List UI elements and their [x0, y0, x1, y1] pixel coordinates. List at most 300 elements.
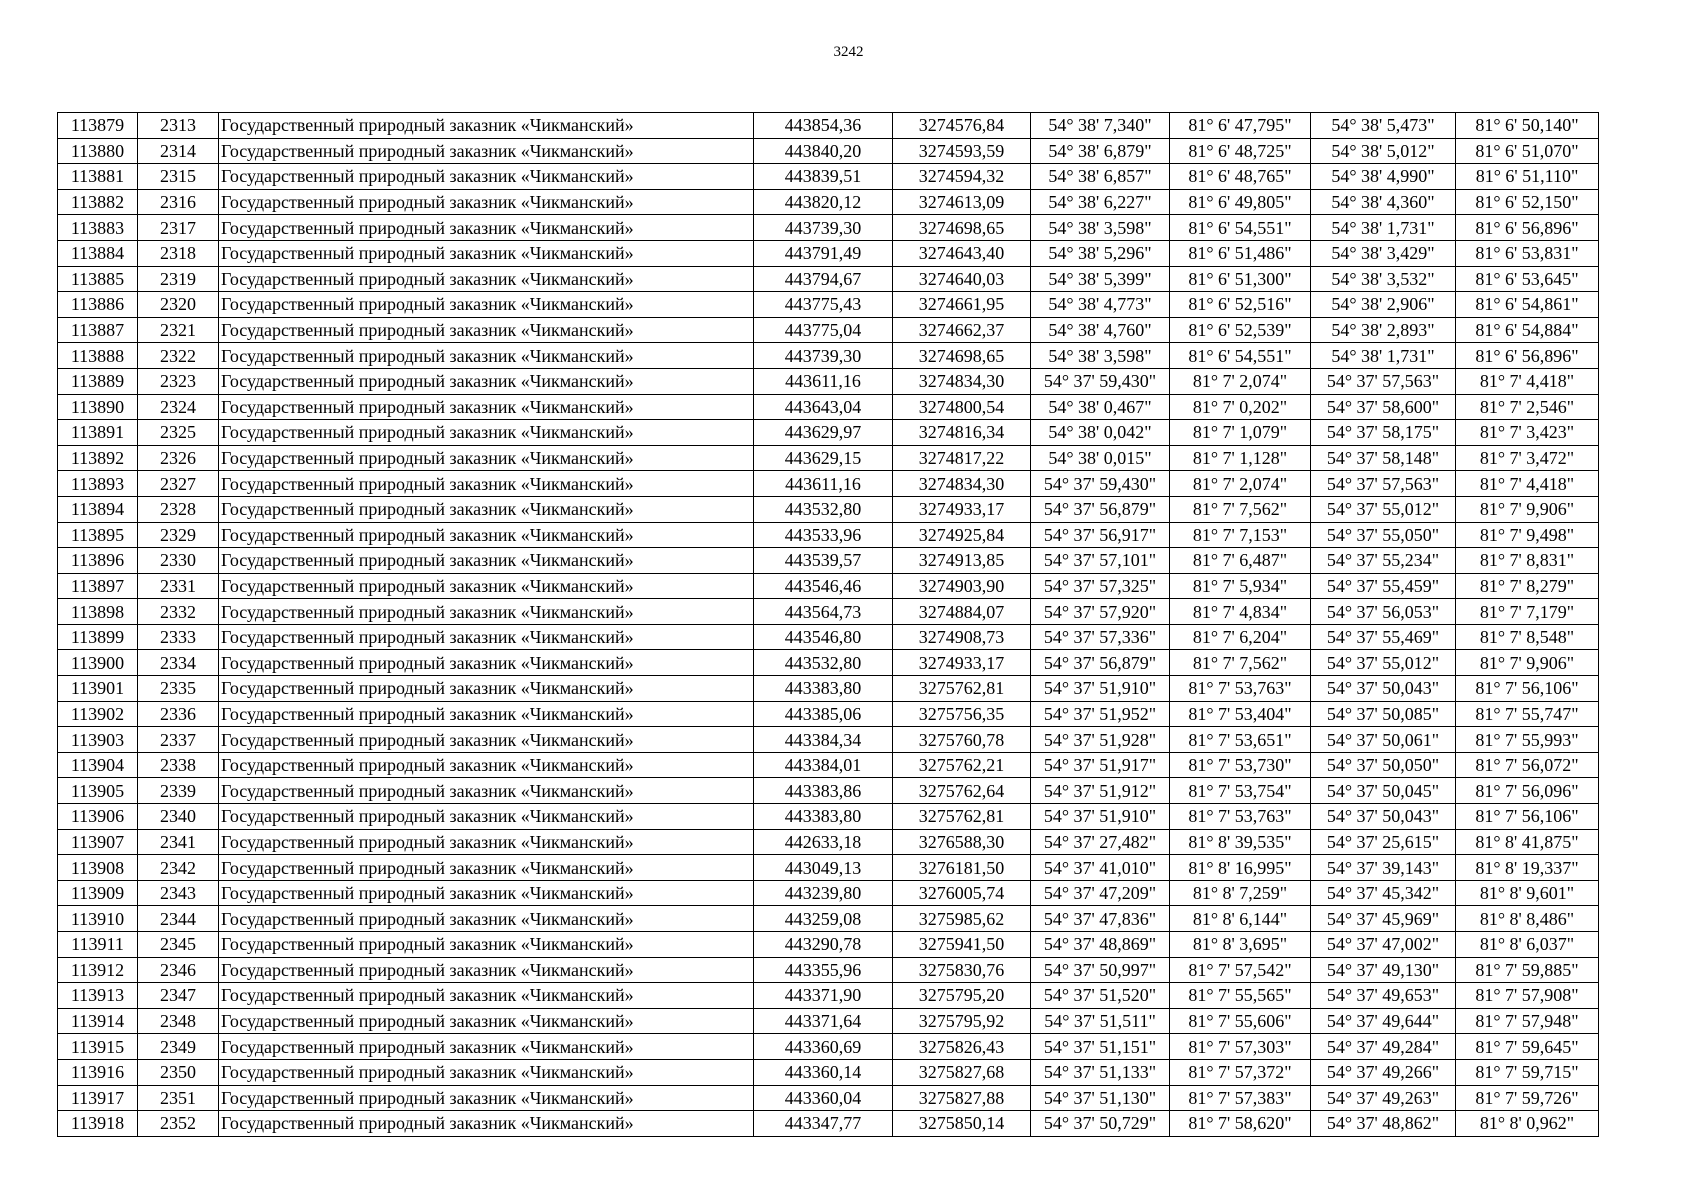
cell-point-number: 2343	[138, 880, 219, 906]
cell-zone-name: Государственный природный заказник «Чикманский»	[219, 650, 754, 676]
cell-coord-y: 3275795,92	[893, 1008, 1031, 1034]
cell-coord-x: 443049,13	[754, 855, 893, 881]
cell-coord-x: 443239,80	[754, 880, 893, 906]
cell-point-number: 2339	[138, 778, 219, 804]
cell-latitude-b: 54° 37' 57,563"	[1311, 368, 1456, 394]
cell-longitude-b: 81° 7' 8,831"	[1456, 548, 1599, 574]
cell-coord-y: 3275760,78	[893, 727, 1031, 753]
cell-coord-x: 443384,34	[754, 727, 893, 753]
table-row	[58, 317, 1599, 343]
cell-latitude-b: 54° 37' 49,263"	[1311, 1085, 1456, 1111]
cell-zone-name: Государственный природный заказник «Чикманский»	[219, 138, 754, 164]
cell-coord-y: 3275827,68	[893, 1059, 1031, 1085]
cell-coord-x: 443791,49	[754, 240, 893, 266]
cell-latitude-b: 54° 37' 50,043"	[1311, 804, 1456, 830]
cell-point-number: 2329	[138, 522, 219, 548]
cell-latitude-b: 54° 38' 3,429"	[1311, 240, 1456, 266]
cell-latitude-a: 54° 38' 6,227"	[1031, 189, 1170, 215]
cell-row-id: 113880	[58, 138, 138, 164]
cell-longitude-b: 81° 7' 8,548"	[1456, 624, 1599, 650]
cell-coord-y: 3275795,20	[893, 983, 1031, 1009]
table-row	[58, 599, 1599, 625]
cell-point-number: 2333	[138, 624, 219, 650]
cell-row-id: 113915	[58, 1034, 138, 1060]
cell-coord-y: 3275827,88	[893, 1085, 1031, 1111]
cell-longitude-a: 81° 7' 53,754"	[1170, 778, 1311, 804]
cell-coord-y: 3275762,64	[893, 778, 1031, 804]
cell-row-id: 113888	[58, 343, 138, 369]
table-row	[58, 138, 1599, 164]
cell-row-id: 113892	[58, 445, 138, 471]
cell-longitude-a: 81° 7' 53,763"	[1170, 676, 1311, 702]
cell-latitude-a: 54° 37' 51,511"	[1031, 1008, 1170, 1034]
cell-point-number: 2335	[138, 676, 219, 702]
cell-coord-x: 443259,08	[754, 906, 893, 932]
cell-longitude-b: 81° 6' 52,150"	[1456, 189, 1599, 215]
cell-coord-x: 443840,20	[754, 138, 893, 164]
cell-longitude-b: 81° 7' 56,096"	[1456, 778, 1599, 804]
cell-coord-y: 3275826,43	[893, 1034, 1031, 1060]
cell-coord-y: 3274613,09	[893, 189, 1031, 215]
cell-longitude-b: 81° 6' 56,896"	[1456, 215, 1599, 241]
cell-longitude-a: 81° 8' 3,695"	[1170, 932, 1311, 958]
cell-longitude-a: 81° 7' 2,074"	[1170, 368, 1311, 394]
cell-latitude-b: 54° 37' 57,563"	[1311, 471, 1456, 497]
cell-longitude-a: 81° 7' 2,074"	[1170, 471, 1311, 497]
cell-coord-x: 443360,69	[754, 1034, 893, 1060]
table-row	[58, 368, 1599, 394]
cell-latitude-a: 54° 38' 0,015"	[1031, 445, 1170, 471]
cell-row-id: 113895	[58, 522, 138, 548]
cell-point-number: 2316	[138, 189, 219, 215]
cell-point-number: 2330	[138, 548, 219, 574]
cell-latitude-a: 54° 38' 4,773"	[1031, 292, 1170, 318]
cell-zone-name: Государственный природный заказник «Чикманский»	[219, 727, 754, 753]
cell-latitude-b: 54° 38' 4,360"	[1311, 189, 1456, 215]
cell-coord-x: 443546,80	[754, 624, 893, 650]
cell-longitude-b: 81° 7' 59,715"	[1456, 1059, 1599, 1085]
cell-longitude-b: 81° 8' 8,486"	[1456, 906, 1599, 932]
cell-row-id: 113894	[58, 496, 138, 522]
cell-zone-name: Государственный природный заказник «Чикманский»	[219, 1034, 754, 1060]
table-row	[58, 292, 1599, 318]
cell-latitude-b: 54° 38' 2,893"	[1311, 317, 1456, 343]
cell-row-id: 113916	[58, 1059, 138, 1085]
table-row	[58, 855, 1599, 881]
cell-coord-x: 443539,57	[754, 548, 893, 574]
table-row	[58, 804, 1599, 830]
table-row	[58, 880, 1599, 906]
cell-longitude-b: 81° 7' 4,418"	[1456, 471, 1599, 497]
cell-zone-name: Государственный природный заказник «Чикманский»	[219, 1085, 754, 1111]
cell-longitude-b: 81° 7' 4,418"	[1456, 368, 1599, 394]
cell-longitude-a: 81° 7' 53,404"	[1170, 701, 1311, 727]
cell-point-number: 2337	[138, 727, 219, 753]
cell-zone-name: Государственный природный заказник «Чикманский»	[219, 599, 754, 625]
cell-latitude-a: 54° 38' 4,760"	[1031, 317, 1170, 343]
table-row	[58, 343, 1599, 369]
cell-row-id: 113897	[58, 573, 138, 599]
cell-latitude-b: 54° 38' 3,532"	[1311, 266, 1456, 292]
cell-latitude-a: 54° 37' 51,520"	[1031, 983, 1170, 1009]
cell-longitude-a: 81° 8' 6,144"	[1170, 906, 1311, 932]
cell-longitude-a: 81° 7' 55,565"	[1170, 983, 1311, 1009]
cell-row-id: 113911	[58, 932, 138, 958]
cell-latitude-b: 54° 37' 50,045"	[1311, 778, 1456, 804]
table-row	[58, 932, 1599, 958]
cell-coord-x: 443532,80	[754, 650, 893, 676]
cell-coord-x: 443371,90	[754, 983, 893, 1009]
cell-latitude-b: 54° 37' 55,012"	[1311, 650, 1456, 676]
cell-coord-x: 443611,16	[754, 368, 893, 394]
cell-coord-y: 3275941,50	[893, 932, 1031, 958]
cell-row-id: 113885	[58, 266, 138, 292]
cell-latitude-b: 54° 38' 1,731"	[1311, 215, 1456, 241]
cell-latitude-b: 54° 37' 56,053"	[1311, 599, 1456, 625]
cell-latitude-a: 54° 37' 56,879"	[1031, 496, 1170, 522]
cell-longitude-a: 81° 7' 57,383"	[1170, 1085, 1311, 1111]
cell-latitude-a: 54° 38' 6,857"	[1031, 164, 1170, 190]
cell-coord-x: 443643,04	[754, 394, 893, 420]
cell-longitude-b: 81° 7' 55,993"	[1456, 727, 1599, 753]
cell-latitude-b: 54° 37' 49,644"	[1311, 1008, 1456, 1034]
cell-point-number: 2345	[138, 932, 219, 958]
cell-coord-y: 3274698,65	[893, 215, 1031, 241]
table-row	[58, 1034, 1599, 1060]
cell-latitude-a: 54° 37' 57,101"	[1031, 548, 1170, 574]
cell-row-id: 113881	[58, 164, 138, 190]
cell-latitude-a: 54° 37' 51,133"	[1031, 1059, 1170, 1085]
cell-longitude-a: 81° 7' 53,651"	[1170, 727, 1311, 753]
cell-latitude-a: 54° 37' 51,912"	[1031, 778, 1170, 804]
cell-zone-name: Государственный природный заказник «Чикманский»	[219, 420, 754, 446]
cell-zone-name: Государственный природный заказник «Чикманский»	[219, 215, 754, 241]
cell-longitude-b: 81° 6' 54,884"	[1456, 317, 1599, 343]
cell-longitude-a: 81° 8' 7,259"	[1170, 880, 1311, 906]
cell-longitude-b: 81° 7' 9,498"	[1456, 522, 1599, 548]
cell-zone-name: Государственный природный заказник «Чикманский»	[219, 317, 754, 343]
table-row	[58, 1059, 1599, 1085]
cell-coord-x: 443383,80	[754, 804, 893, 830]
cell-coord-x: 443533,96	[754, 522, 893, 548]
table-row	[58, 983, 1599, 1009]
cell-coord-y: 3276588,30	[893, 829, 1031, 855]
table-row	[58, 113, 1599, 139]
cell-coord-x: 443360,04	[754, 1085, 893, 1111]
cell-longitude-b: 81° 7' 3,423"	[1456, 420, 1599, 446]
cell-latitude-b: 54° 37' 49,284"	[1311, 1034, 1456, 1060]
cell-latitude-a: 54° 37' 41,010"	[1031, 855, 1170, 881]
table-body	[58, 113, 1599, 1137]
cell-zone-name: Государственный природный заказник «Чикманский»	[219, 573, 754, 599]
cell-longitude-b: 81° 8' 0,962"	[1456, 1111, 1599, 1137]
cell-latitude-b: 54° 37' 55,234"	[1311, 548, 1456, 574]
cell-longitude-b: 81° 7' 9,906"	[1456, 496, 1599, 522]
cell-zone-name: Государственный природный заказник «Чикманский»	[219, 240, 754, 266]
cell-point-number: 2326	[138, 445, 219, 471]
cell-zone-name: Государственный природный заказник «Чикманский»	[219, 189, 754, 215]
cell-latitude-a: 54° 38' 7,340"	[1031, 113, 1170, 139]
cell-longitude-a: 81° 7' 4,834"	[1170, 599, 1311, 625]
table-row	[58, 676, 1599, 702]
cell-coord-y: 3274913,85	[893, 548, 1031, 574]
cell-latitude-b: 54° 38' 5,473"	[1311, 113, 1456, 139]
cell-longitude-a: 81° 7' 7,153"	[1170, 522, 1311, 548]
cell-coord-x: 443355,96	[754, 957, 893, 983]
cell-latitude-b: 54° 37' 58,600"	[1311, 394, 1456, 420]
cell-row-id: 113912	[58, 957, 138, 983]
cell-zone-name: Государственный природный заказник «Чикманский»	[219, 855, 754, 881]
cell-row-id: 113917	[58, 1085, 138, 1111]
cell-longitude-a: 81° 7' 58,620"	[1170, 1111, 1311, 1137]
cell-point-number: 2313	[138, 113, 219, 139]
cell-longitude-a: 81° 7' 1,128"	[1170, 445, 1311, 471]
cell-point-number: 2348	[138, 1008, 219, 1034]
cell-point-number: 2350	[138, 1059, 219, 1085]
cell-coord-y: 3274594,32	[893, 164, 1031, 190]
cell-zone-name: Государственный природный заказник «Чикманский»	[219, 548, 754, 574]
cell-longitude-b: 81° 6' 50,140"	[1456, 113, 1599, 139]
cell-longitude-b: 81° 7' 56,072"	[1456, 752, 1599, 778]
cell-point-number: 2324	[138, 394, 219, 420]
cell-row-id: 113898	[58, 599, 138, 625]
cell-longitude-a: 81° 6' 48,765"	[1170, 164, 1311, 190]
cell-point-number: 2338	[138, 752, 219, 778]
cell-coord-y: 3274925,84	[893, 522, 1031, 548]
cell-point-number: 2346	[138, 957, 219, 983]
cell-row-id: 113889	[58, 368, 138, 394]
cell-zone-name: Государственный природный заказник «Чикманский»	[219, 496, 754, 522]
cell-point-number: 2351	[138, 1085, 219, 1111]
cell-coord-y: 3274817,22	[893, 445, 1031, 471]
cell-longitude-b: 81° 7' 59,726"	[1456, 1085, 1599, 1111]
cell-point-number: 2344	[138, 906, 219, 932]
cell-longitude-a: 81° 7' 5,934"	[1170, 573, 1311, 599]
cell-latitude-a: 54° 37' 56,917"	[1031, 522, 1170, 548]
cell-point-number: 2328	[138, 496, 219, 522]
cell-row-id: 113918	[58, 1111, 138, 1137]
table-row	[58, 215, 1599, 241]
cell-longitude-b: 81° 7' 56,106"	[1456, 804, 1599, 830]
cell-zone-name: Государственный природный заказник «Чикманский»	[219, 752, 754, 778]
cell-latitude-b: 54° 37' 58,175"	[1311, 420, 1456, 446]
cell-longitude-a: 81° 7' 57,372"	[1170, 1059, 1311, 1085]
cell-coord-x: 443532,80	[754, 496, 893, 522]
cell-longitude-b: 81° 7' 3,472"	[1456, 445, 1599, 471]
cell-coord-x: 443611,16	[754, 471, 893, 497]
cell-latitude-a: 54° 37' 48,869"	[1031, 932, 1170, 958]
cell-row-id: 113908	[58, 855, 138, 881]
table-row	[58, 471, 1599, 497]
table-row	[58, 240, 1599, 266]
cell-longitude-a: 81° 7' 0,202"	[1170, 394, 1311, 420]
cell-coord-x: 443383,80	[754, 676, 893, 702]
cell-latitude-a: 54° 37' 51,910"	[1031, 804, 1170, 830]
cell-longitude-a: 81° 7' 55,606"	[1170, 1008, 1311, 1034]
cell-latitude-b: 54° 37' 25,615"	[1311, 829, 1456, 855]
cell-point-number: 2318	[138, 240, 219, 266]
cell-coord-x: 443629,15	[754, 445, 893, 471]
table-row	[58, 548, 1599, 574]
cell-zone-name: Государственный природный заказник «Чикманский»	[219, 1008, 754, 1034]
cell-row-id: 113913	[58, 983, 138, 1009]
cell-longitude-a: 81° 7' 7,562"	[1170, 496, 1311, 522]
cell-latitude-a: 54° 38' 3,598"	[1031, 215, 1170, 241]
cell-coord-x: 443384,01	[754, 752, 893, 778]
cell-row-id: 113906	[58, 804, 138, 830]
cell-row-id: 113887	[58, 317, 138, 343]
table-row	[58, 829, 1599, 855]
cell-longitude-b: 81° 7' 7,179"	[1456, 599, 1599, 625]
cell-latitude-b: 54° 37' 47,002"	[1311, 932, 1456, 958]
cell-longitude-a: 81° 8' 16,995"	[1170, 855, 1311, 881]
cell-latitude-a: 54° 37' 51,130"	[1031, 1085, 1170, 1111]
cell-longitude-b: 81° 7' 8,279"	[1456, 573, 1599, 599]
cell-latitude-a: 54° 37' 47,836"	[1031, 906, 1170, 932]
cell-row-id: 113909	[58, 880, 138, 906]
cell-longitude-b: 81° 7' 59,645"	[1456, 1034, 1599, 1060]
cell-longitude-a: 81° 7' 7,562"	[1170, 650, 1311, 676]
cell-latitude-a: 54° 37' 57,336"	[1031, 624, 1170, 650]
cell-latitude-b: 54° 38' 2,906"	[1311, 292, 1456, 318]
cell-latitude-b: 54° 37' 49,130"	[1311, 957, 1456, 983]
cell-coord-x: 443546,46	[754, 573, 893, 599]
cell-zone-name: Государственный природный заказник «Чикманский»	[219, 113, 754, 139]
cell-coord-y: 3274908,73	[893, 624, 1031, 650]
cell-longitude-a: 81° 6' 54,551"	[1170, 215, 1311, 241]
table-row	[58, 650, 1599, 676]
cell-row-id: 113896	[58, 548, 138, 574]
cell-coord-x: 443775,43	[754, 292, 893, 318]
cell-latitude-a: 54° 37' 51,917"	[1031, 752, 1170, 778]
cell-longitude-a: 81° 6' 47,795"	[1170, 113, 1311, 139]
cell-point-number: 2322	[138, 343, 219, 369]
cell-latitude-a: 54° 37' 51,910"	[1031, 676, 1170, 702]
cell-coord-y: 3275985,62	[893, 906, 1031, 932]
cell-point-number: 2340	[138, 804, 219, 830]
table-row	[58, 701, 1599, 727]
cell-point-number: 2315	[138, 164, 219, 190]
cell-longitude-b: 81° 6' 54,861"	[1456, 292, 1599, 318]
cell-zone-name: Государственный природный заказник «Чикманский»	[219, 445, 754, 471]
table-row	[58, 624, 1599, 650]
cell-zone-name: Государственный природный заказник «Чикманский»	[219, 880, 754, 906]
cell-longitude-b: 81° 8' 19,337"	[1456, 855, 1599, 881]
cell-coord-x: 443794,67	[754, 266, 893, 292]
cell-row-id: 113903	[58, 727, 138, 753]
cell-longitude-a: 81° 7' 57,303"	[1170, 1034, 1311, 1060]
cell-coord-x: 443383,86	[754, 778, 893, 804]
cell-longitude-a: 81° 6' 48,725"	[1170, 138, 1311, 164]
table-row	[58, 420, 1599, 446]
cell-zone-name: Государственный природный заказник «Чикманский»	[219, 676, 754, 702]
cell-zone-name: Государственный природный заказник «Чикманский»	[219, 932, 754, 958]
cell-longitude-a: 81° 7' 6,487"	[1170, 548, 1311, 574]
cell-latitude-a: 54° 37' 59,430"	[1031, 368, 1170, 394]
cell-row-id: 113891	[58, 420, 138, 446]
cell-coord-y: 3274800,54	[893, 394, 1031, 420]
cell-coord-y: 3275762,21	[893, 752, 1031, 778]
cell-latitude-b: 54° 37' 39,143"	[1311, 855, 1456, 881]
cell-latitude-a: 54° 38' 3,598"	[1031, 343, 1170, 369]
cell-latitude-a: 54° 37' 51,928"	[1031, 727, 1170, 753]
cell-longitude-b: 81° 7' 57,948"	[1456, 1008, 1599, 1034]
cell-row-id: 113890	[58, 394, 138, 420]
cell-latitude-b: 54° 37' 55,050"	[1311, 522, 1456, 548]
cell-zone-name: Государственный природный заказник «Чикманский»	[219, 343, 754, 369]
cell-coord-y: 3274661,95	[893, 292, 1031, 318]
cell-zone-name: Государственный природный заказник «Чикманский»	[219, 983, 754, 1009]
cell-latitude-a: 54° 37' 47,209"	[1031, 880, 1170, 906]
cell-zone-name: Государственный природный заказник «Чикманский»	[219, 522, 754, 548]
cell-latitude-a: 54° 37' 51,151"	[1031, 1034, 1170, 1060]
cell-zone-name: Государственный природный заказник «Чикманский»	[219, 624, 754, 650]
cell-point-number: 2341	[138, 829, 219, 855]
cell-longitude-b: 81° 8' 6,037"	[1456, 932, 1599, 958]
cell-longitude-a: 81° 6' 54,551"	[1170, 343, 1311, 369]
cell-coord-y: 3274816,34	[893, 420, 1031, 446]
cell-coord-x: 443820,12	[754, 189, 893, 215]
cell-coord-x: 443290,78	[754, 932, 893, 958]
cell-coord-y: 3274593,59	[893, 138, 1031, 164]
cell-latitude-a: 54° 38' 5,296"	[1031, 240, 1170, 266]
cell-zone-name: Государственный природный заказник «Чикманский»	[219, 778, 754, 804]
cell-coord-y: 3276181,50	[893, 855, 1031, 881]
cell-latitude-a: 54° 37' 56,879"	[1031, 650, 1170, 676]
cell-point-number: 2323	[138, 368, 219, 394]
cell-zone-name: Государственный природный заказник «Чикманский»	[219, 1059, 754, 1085]
cell-row-id: 113883	[58, 215, 138, 241]
cell-coord-y: 3274698,65	[893, 343, 1031, 369]
cell-coord-x: 443564,73	[754, 599, 893, 625]
cell-row-id: 113914	[58, 1008, 138, 1034]
cell-longitude-b: 81° 6' 51,070"	[1456, 138, 1599, 164]
cell-longitude-a: 81° 6' 51,300"	[1170, 266, 1311, 292]
cell-latitude-b: 54° 37' 55,469"	[1311, 624, 1456, 650]
cell-longitude-b: 81° 7' 2,546"	[1456, 394, 1599, 420]
cell-row-id: 113910	[58, 906, 138, 932]
cell-row-id: 113879	[58, 113, 138, 139]
cell-longitude-a: 81° 7' 6,204"	[1170, 624, 1311, 650]
cell-latitude-a: 54° 37' 50,997"	[1031, 957, 1170, 983]
page-number: 3242	[833, 44, 864, 60]
cell-zone-name: Государственный природный заказник «Чикманский»	[219, 1111, 754, 1137]
cell-zone-name: Государственный природный заказник «Чикманский»	[219, 164, 754, 190]
table-row	[58, 266, 1599, 292]
cell-zone-name: Государственный природный заказник «Чикманский»	[219, 394, 754, 420]
cell-longitude-b: 81° 7' 59,885"	[1456, 957, 1599, 983]
cell-zone-name: Государственный природный заказник «Чикманский»	[219, 906, 754, 932]
cell-longitude-a: 81° 7' 57,542"	[1170, 957, 1311, 983]
cell-coord-y: 3274933,17	[893, 496, 1031, 522]
cell-latitude-b: 54° 37' 55,012"	[1311, 496, 1456, 522]
cell-coord-y: 3275762,81	[893, 804, 1031, 830]
cell-row-id: 113907	[58, 829, 138, 855]
cell-coord-x: 443385,06	[754, 701, 893, 727]
table-row	[58, 189, 1599, 215]
cell-longitude-b: 81° 7' 56,106"	[1456, 676, 1599, 702]
cell-coord-y: 3274903,90	[893, 573, 1031, 599]
cell-longitude-b: 81° 6' 56,896"	[1456, 343, 1599, 369]
cell-row-id: 113882	[58, 189, 138, 215]
cell-row-id: 113901	[58, 676, 138, 702]
cell-longitude-b: 81° 6' 51,110"	[1456, 164, 1599, 190]
cell-point-number: 2325	[138, 420, 219, 446]
cell-longitude-b: 81° 6' 53,831"	[1456, 240, 1599, 266]
cell-row-id: 113902	[58, 701, 138, 727]
cell-longitude-a: 81° 7' 1,079"	[1170, 420, 1311, 446]
cell-longitude-b: 81° 7' 9,906"	[1456, 650, 1599, 676]
